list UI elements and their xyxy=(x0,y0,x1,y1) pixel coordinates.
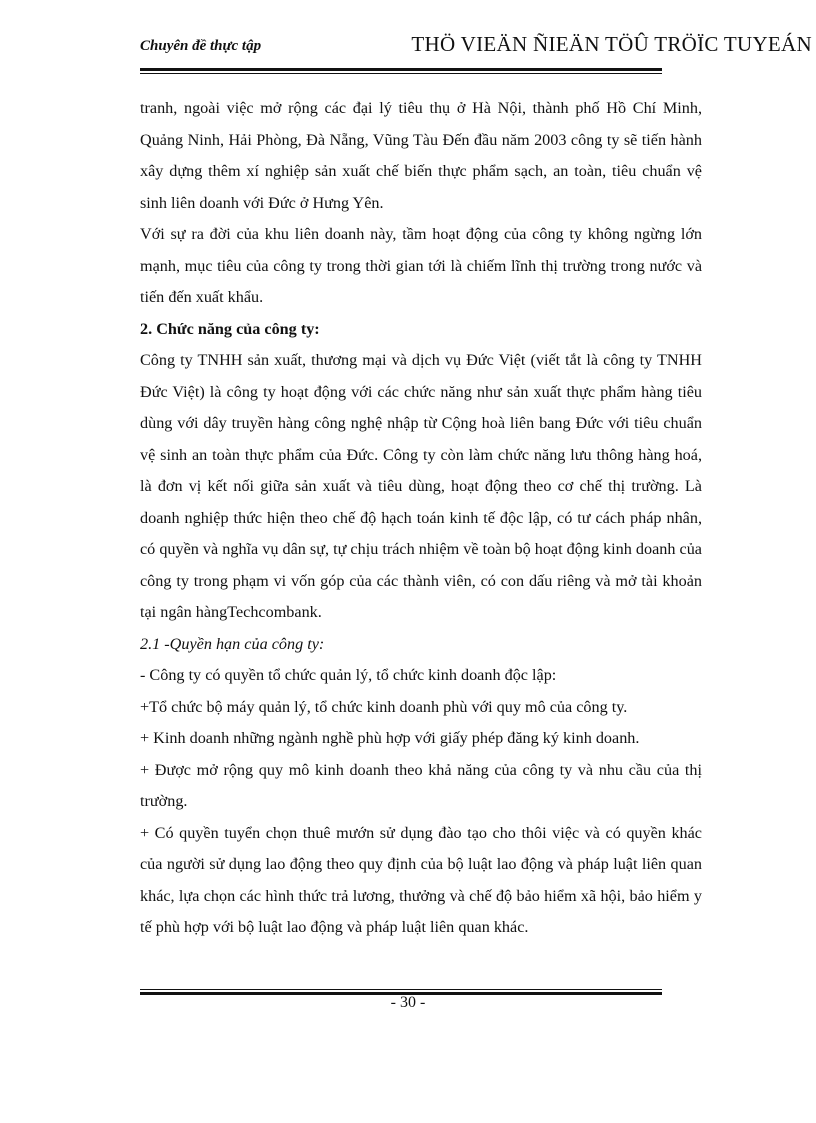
list-item: + Có quyền tuyển chọn thuê mướn sử dụng đào tạo cho thôi việc và có quyền khác của người sử dụng lao động theo quy định của bộ luật lao động và pháp luật liên quan khác, lựa chọn các hình thức trả lương, thưởng và chế độ bảo hiểm xã hội, bảo hiểm y tế phù hợp với bộ luật lao động và pháp luật liên quan khác. xyxy=(140,823,702,936)
header-title-right: THÖ VIEÄN ÑIEÄN TÖÛ TRÖÏC TUYEÁN xyxy=(411,32,812,56)
document-body xyxy=(140,93,702,944)
paragraph: tranh, ngoài việc mở rộng các đại lý tiêu thụ ở Hà Nội, thành phố Hồ Chí Minh, Quảng Ninh, Hải Phòng, Đà Nẵng, Vũng Tàu Đến đầu năm 2003 công ty sẽ tiến hành xây dựng thêm xí nghiệp sản xuất chế biến thực phẩm sạch, an toàn, tiêu chuẩn vệ sinh liên doanh với Đức ở Hưng Yên. xyxy=(140,99,702,212)
subsection-heading: 2.1 -Quyền hạn của công ty: xyxy=(140,634,325,653)
list-item: + Được mở rộng quy mô kinh doanh theo khả năng của công ty và nhu cầu của thị trường. xyxy=(140,760,702,810)
paragraph: Công ty TNHH sản xuất, thương mại và dịch vụ Đức Việt (viết tắt là công ty TNHH Đức Việt) là công ty hoạt động với các chức năng như sản xuất thực phẩm hàng tiêu dùng với dây truyền hàng công nghệ nhập từ Cộng hoà liên bang Đức với tiêu chuẩn vệ sinh an toàn thực phẩm của Đức. Công ty còn làm chức năng lưu thông hàng hoá, là đơn vị kết nối giữa sản xuất và tiêu dùng, hoạt động theo cơ chế thị trường. Là doanh nghiệp thức hiện theo chế độ hạch toán kinh tế độc lập, có tư cách pháp nhân, có quyền và nghĩa vụ dân sự, tự chịu trách nhiệm về toàn bộ hoạt động kinh doanh của công ty trong phạm vi vốn góp của các thành viên, có con dấu riêng và mở tài khoản tại ngân hàngTechcombank. xyxy=(140,351,702,621)
footer-rule-thin xyxy=(140,989,662,990)
list-item: + Kinh doanh những ngành nghề phù hợp với giấy phép đăng ký kinh doanh. xyxy=(140,729,640,747)
header-title-left: Chuyên đề thực tập xyxy=(140,38,262,54)
header-rule-thick xyxy=(140,68,662,71)
section-heading: 2. Chức năng của công ty: xyxy=(140,319,320,338)
paragraph: Với sự ra đời của khu liên doanh này, tầm hoạt động của công ty không ngừng lớn mạnh, mục tiêu của công ty trong thời gian tới là chiếm lĩnh thị trường trong nước và tiến đến xuất khẩu. xyxy=(140,225,702,306)
list-item: - Công ty có quyền tổ chức quản lý, tổ chức kinh doanh độc lập: xyxy=(140,666,557,684)
list-item: +Tổ chức bộ máy quản lý, tổ chức kinh doanh phù với quy mô của công ty. xyxy=(140,697,628,716)
header-rule-thin xyxy=(140,73,662,74)
page-number: - 30 - xyxy=(390,994,426,1011)
